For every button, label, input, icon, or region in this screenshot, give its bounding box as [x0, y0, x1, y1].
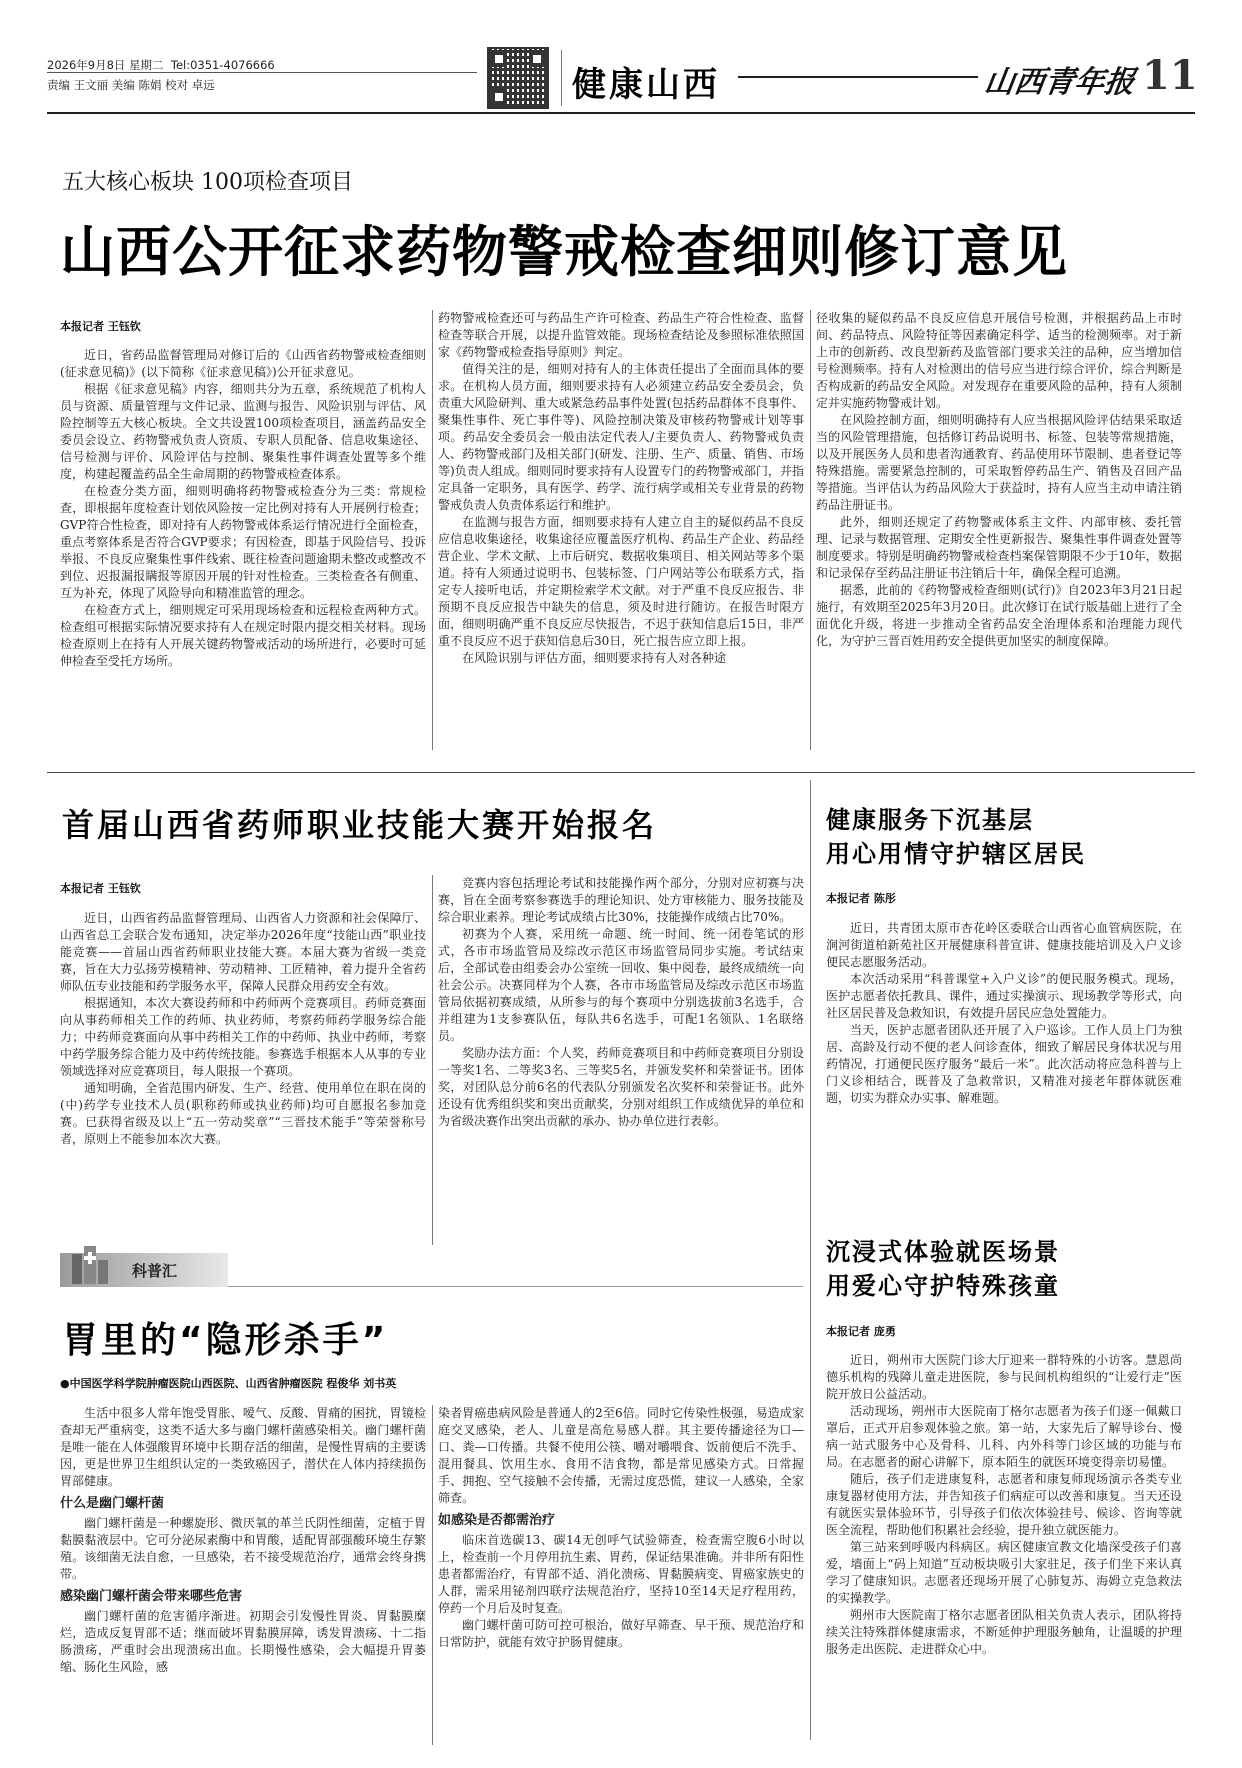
paragraph: 幽门螺杆菌的危害循序渐进。初期会引发慢性胃炎、胃黏膜糜烂，造成反复胃部不适；继而破坏胃黏膜屏障，诱发胃溃疡、十二指肠溃疡，严重时会出现溃疡出血。长期慢性感染，会大幅提升胃萎缩、肠化生风险，感 [60, 1609, 426, 1674]
paragraph: 药物警戒检查还可与药品生产许可检查、药品生产符合性检查、监督检查等联合开展，以提升监管效能。现场检查结论及参照标准依照国家《药物警戒检查指导原则》判定。 [438, 311, 804, 359]
article2-col1 [60, 910, 426, 1240]
paragraph: 随后，孩子们走进康复科，志愿者和康复师现场演示各类专业康复器材使用方法，并告知孩子们病症可以改善和康复。当天还设有就医实景体验环节，引导孩子们依次体验挂号、候诊、咨询等就医全流程，帮助他们积累社会经验，提升独立就医能力。 [826, 1472, 1182, 1537]
article1-kicker: 五大核心板块 100项检查项目 [62, 170, 353, 195]
column-divider [432, 310, 433, 750]
issue-date: 2026年9月8日 星期二 Tel:0351-4076666 [47, 58, 275, 72]
paragraph: 在检查方式上，细则规定可采用现场检查和远程检查两种方式。检查组可根据实际情况要求持有人在规定时限内提交相关材料。现场检查原则上在持有人开展关键药物警戒活动的场所进行，必要时可延伸检查至受托方场所。 [60, 603, 426, 668]
paragraph: 径收集的疑似药品不良反应信息开展信号检测，并根据药品上市时间、药品特点、风险特征等因素确定科学、适当的检测频率。对于新上市的创新药、改良型新药及监管部门要求关注的品种，应当增加信号检测频率。持有人对检测出的信号应当进行综合评价，综合判断是否构成新的药品安全风险。对发现存在重要风险的品种，持有人须制定并实施药物警戒计划。 [816, 311, 1182, 410]
article3-byline: 本报记者 陈彤 [826, 892, 896, 905]
paragraph: 近日，省药品监督管理局对修订后的《山西省药物警戒检查细则(征求意见稿)》(以下简称《征求意见稿》)公开征求意见。 [60, 348, 426, 379]
article1-col2 [438, 310, 804, 747]
paragraph: 在风险识别与评估方面，细则要求持有人对各种途 [462, 651, 727, 665]
section-title: 健康山西 [572, 65, 720, 105]
paragraph: 临床首选碳13、碳14无创呼气试验筛查，检查需空腹6小时以上，检查前一个月停用抗生素、胃药，保证结果准确。并非所有阳性患者都需治疗，有胃部不适、消化溃疡、胃黏膜病变、胃癌家族史的人群，需采用铋剂四联疗法规范治疗，坚持10至14天足疗程用药，停药一个月后及时复查。 [438, 1533, 804, 1615]
paragraph: 根据《征求意见稿》内容，细则共分为五章，系统规范了机构人员与资源、质量管理与文件记录、监测与报告、风险识别与评估、风险控制等五大核心板块。全文共设置100项检查项目，涵盖药品安全委员会设立、药物警戒负责人资质、专职人员配备、信息收集途径、信号检测与评价、风险评估与控制、聚集性事件调查处置等多个维度，构建起覆盖药品全生命周期的药物警戒检查体系。 [60, 382, 426, 481]
header-rule-left [47, 72, 477, 73]
medical-icon [68, 1240, 116, 1286]
article2-col2 [438, 875, 804, 1240]
article5-byline: ●中国医学科学院肿瘤医院山西医院、山西省肿瘤医院 程俊华 刘书英 [60, 1377, 397, 1390]
paragraph: 在风险控制方面，细则明确持有人应当根据风险评估结果采取适当的风险管理措施，包括修订药品说明书、标签、包装等常规措施，以及开展医务人员和患者沟通教育、药品使用环节限制、患者登记等特殊措施。需要紧急控制的，可采取暂停药品生产、销售及召回产品等措施。当评估认为药品风险大于获益时，持有人应当主动申请注销药品注册证书。 [816, 413, 1182, 512]
paragraph: 本次活动采用“科普课堂+入户义诊”的便民服务模式。现场，医护志愿者依托教具、课件，通过实操演示、现场教学等形式，向社区居民普及急救知识，有效提升居民应急处置能力。 [826, 972, 1182, 1020]
paragraph: 在检查分类方面，细则明确将药物警戒检查分为三类：常规检查，即根据年度检查计划依风险按一定比例对持有人开展例行检查；GVP符合性检查，即对持有人药物警戒体系运行情况进行全面检查，重点考察体系是否符合GVP要求；有因检查，即基于风险信号、投诉举报、不良反应聚集性事件线索、既往检查问题逾期未整改或整改不到位、迟报漏报瞒报等原因开展的针对性检查。三类检查各有侧重、互为补充，体现了风险导向和精准监管的理念。 [60, 484, 426, 600]
article5-col1 [60, 1405, 426, 1745]
subheading: 如感染是否都需治疗 [438, 1513, 556, 1528]
subheading: 什么是幽门螺杆菌 [60, 1496, 165, 1511]
article3-body [826, 920, 1182, 1250]
header-rule-right [738, 76, 978, 78]
page-number: 11 [1142, 52, 1198, 99]
paragraph: 第三站来到呼吸内科病区。病区健康宣教文化墙深受孩子们喜爱，墙面上“码上知道”互动板块吸引大家驻足，孩子们坐下来认真学习了健康知识。志愿者还现场开展了心肺复苏、海姆立克急救法的实操教学。 [826, 1540, 1182, 1605]
article3-title-line2: 用心用情守护辖区居民 [826, 840, 1086, 868]
article4-title-line1: 沉浸式体验就医场景 [826, 1238, 1060, 1266]
column-divider [432, 875, 433, 1245]
header-divider [561, 50, 562, 106]
paragraph: 值得关注的是，细则对持有人的主体责任提出了全面而具体的要求。在机构人员方面，细则要求持有人必须建立药品安全委员会，负责重大风险研判、重大或紧急药品事件处置(包括药品群体不良事件、聚集性事件、死亡事件等)、风险控制决策及审核药物警戒计划等事项。药品安全委员会一般由法定代表人/主要负责人、药物警戒负责人、药物警戒部门及相关部门(研发、注册、生产、质量、销售、市场等)负责人组成。细则同时要求持有人设置专门的药物警戒部门，并指定具备一定职务，具有医学、药学、流行病学或相关专业背景的药物警戒负责人负责体系运行和维护。 [438, 362, 804, 512]
paragraph: 此外，细则还规定了药物警戒体系主文件、内部审核、委托管理、记录与数据管理、定期安全性更新报告、聚集性事件调查处置等制度要求。特别是明确药物警戒检查档案保管期限不少于10年，数据和记录保存至药品注册证书注销后十年，确保全程可追溯。 [816, 515, 1182, 580]
article3-title-line1: 健康服务下沉基层 [826, 806, 1034, 834]
paper-logo: 山西青年报 [982, 65, 1137, 100]
paragraph: 奖励办法方面：个人奖，药师竞赛项目和中药师竞赛项目分别设一等奖1名、二等奖3名、三等奖5名，并颁发奖杯和荣誉证书。团体奖，对团队总分前6名的代表队分别颁发名次奖杯和荣誉证书。此外还设有优秀组织奖和突出贡献奖，分别对组织工作成绩优异的单位和为省级决赛作出突出贡献的承办、协办单位进行表彰。 [438, 1046, 804, 1128]
article2-byline: 本报记者 王钰钦 [60, 882, 141, 895]
paragraph: 据悉，此前的《药物警戒检查细则(试行)》自2023年3月21日起施行，有效期至2025年3月20日。此次修订在试行版基础上进行了全面优化升级，将进一步推动全省药品安全治理体系和治理能力现代化，为守护三晋百姓用药安全提供更加坚实的制度保障。 [816, 583, 1182, 648]
paragraph: 在监测与报告方面，细则要求持有人建立自主的疑似药品不良反应信息收集途径，收集途径应覆盖医疗机构、药品生产企业、药品经营企业、学术文献、上市后研究、数据收集项目、相关网站等多个渠道。持有人须通过说明书、包装标签、门户网站等公布联系方式，指定专人接听电话，并定期检索学术文献。对于严重不良反应报告、非预期不良反应报告中缺失的信息，须及时进行随访。在报告时限方面，细则明确严重不良反应尽快报告，不迟于获知信息后15日，非严重不良反应不迟于获知信息后30日，死亡报告应立即上报。 [438, 515, 804, 648]
column-divider [432, 1405, 433, 1745]
paragraph: 通知明确，全省范围内研发、生产、经营、使用单位在职在岗的(中)药学专业技术人员(职称药师或执业药师)均可自愿报名参加竞赛。已获得省级及以上“五一劳动奖章”“三晋技术能手”等荣誉称号者，原则上不能参加本次大赛。 [60, 1081, 426, 1146]
editor-credits: 责编 王文丽 美编 陈娟 校对 卓远 [47, 78, 215, 92]
column-tag: 科普汇 [132, 1262, 178, 1280]
paragraph: 幽门螺杆菌是一种螺旋形、微厌氧的革兰氏阴性细菌，定植于胃黏膜黏液层中。它可分泌尿素酶中和胃酸，适配胃部强酸环境生存繁殖。该细菌无法自愈，一旦感染，若不接受规范治疗，通常会终身携带。 [60, 1516, 426, 1581]
article5-col2 [438, 1405, 804, 1745]
article2-title: 首届山西省药师职业技能大赛开始报名 [62, 806, 658, 844]
paragraph: 根据通知，本次大赛设药师和中药师两个竞赛项目。药师竞赛面向从事药师相关工作的药师、执业药师，考察药师药学服务综合能力；中药师竞赛面向从事中药相关工作的中药师、执业中药师，考察中药学服务综合能力及中药传统技能。参赛选手根据本人从事的专业领域选择对应竞赛项目，每人限报一个赛项。 [60, 996, 426, 1078]
paragraph: 近日，山西省药品监督管理局、山西省人力资源和社会保障厅、山西省总工会联合发布通知，决定举办2026年度“技能山西”职业技能竞赛——首届山西省药师职业技能大赛。本届大赛为省级一类竞赛，旨在大力弘扬劳模精神、劳动精神、工匠精神，着力提升全省药师队伍专业技能和药学服务水平，保障人民群众用药安全有效。 [60, 911, 426, 993]
paragraph: 活动现场，朔州市大医院南丁格尔志愿者为孩子们逐一佩戴口罩后，正式开启参观体验之旅。第一站，大家先后了解导诊台、慢病一站式服务中心及骨科、儿科、内外科等门诊区域的功能与布局。在志愿者的耐心讲解下，原本陌生的就医环境变得亲切易懂。 [826, 1404, 1182, 1469]
subheading: 感染幽门螺杆菌会带来哪些危害 [60, 1589, 243, 1604]
column-tag-rule [228, 1286, 803, 1287]
qr-code-icon [487, 47, 549, 109]
article1-byline: 本报记者 王钰钦 [60, 320, 141, 333]
paragraph: 朔州市大医院南丁格尔志愿者团队相关负责人表示，团队将持续关注特殊群体健康需求，不断延伸护理服务触角，让温暖的护理服务走出医院、走进群众心中。 [826, 1608, 1182, 1656]
section-rule [47, 772, 1195, 773]
column-divider [810, 310, 811, 750]
paragraph: 生活中很多人常年饱受胃胀、嗳气、反酸、胃痛的困扰，胃镜检查却无严重病变，这类不适大多与幽门螺杆菌感染相关。幽门螺杆菌是唯一能在人体强酸胃环境中长期存活的细菌，是慢性胃病的主要诱因，更是世界卫生组织认定的一类致癌因子，潜伏在人体内持续损伤胃部健康。 [60, 1406, 426, 1488]
article1-col3 [816, 310, 1182, 747]
paragraph: 近日，共青团太原市杏花岭区委联合山西省心血管病医院，在涧河街道柏新苑社区开展健康科普宣讲、健康技能培训及入户义诊便民志愿服务活动。 [826, 921, 1182, 969]
article4-byline: 本报记者 庞勇 [826, 1325, 896, 1338]
paragraph: 近日，朔州市大医院门诊大厅迎来一群特殊的小访客。慧恩尚德乐机构的残障儿童走进医院，参与民间机构组织的“让爱行走”医院开放日公益活动。 [826, 1353, 1182, 1401]
paragraph: 初赛为个人赛，采用统一命题、统一时间、统一闭卷笔试的形式，各市市场监管局及综改示范区市场监管局同步实施。考试结束后，全部试卷由组委会办公室统一回收、集中阅卷，最终成绩统一向社会公示。决赛同样为个人赛，各市市场监管局及综改示范区市场监管局依据初赛成绩，从所参与的每个赛项中分别选拔前3名选手，合并组建为1支参赛队伍，每队共6名选手，可配1名领队、1名联络员。 [438, 927, 804, 1043]
article1-title: 山西公开征求药物警戒检查细则修订意见 [60, 219, 1069, 284]
article4-body [826, 1352, 1182, 1752]
paragraph: 幽门螺杆菌可防可控可根治，做好早筛查、早干预、规范治疗和日常防护，就能有效守护肠胃健康。 [438, 1618, 804, 1649]
paragraph: 当天，医护志愿者团队还开展了入户巡诊。工作人员上门为独居、高龄及行动不便的老人问诊查体，细致了解居民身体状况与用药情况，打通便民医疗服务“最后一米”。此次活动将应急科普与上门义诊相结合，既普及了急救常识，又精准对接老年群体就医难题，切实为群众办实事、解难题。 [826, 1023, 1182, 1105]
header-bottom-rule [47, 112, 1195, 114]
article5-title: 胃里的“隐形杀手” [62, 1320, 389, 1361]
article1-col1 [60, 347, 426, 747]
column-divider [810, 780, 811, 1740]
paragraph: 竞赛内容包括理论考试和技能操作两个部分，分别对应初赛与决赛，旨在全面考察参赛选手的理论知识、处方审核能力、服务技能及综合职业素养。理论考试成绩占比30%，技能操作成绩占比70%。 [438, 876, 804, 924]
paragraph: 染者胃癌患病风险是普通人的2至6倍。同时它传染性极强，易造成家庭交叉感染，老人、儿童是高危易感人群。其主要传播途径为口—口、粪—口传播。共餐不使用公筷、嚼对嚼喂食、饭前便后不洗手、混用餐具、饮用生水、食用不洁食物，都是常见感染方式。日常握手、拥抱、空气接触不会传播，无需过度恐慌，建议一人感染，全家筛查。 [438, 1406, 804, 1505]
article4-title-line2: 用爱心守护特殊孩童 [826, 1272, 1060, 1300]
